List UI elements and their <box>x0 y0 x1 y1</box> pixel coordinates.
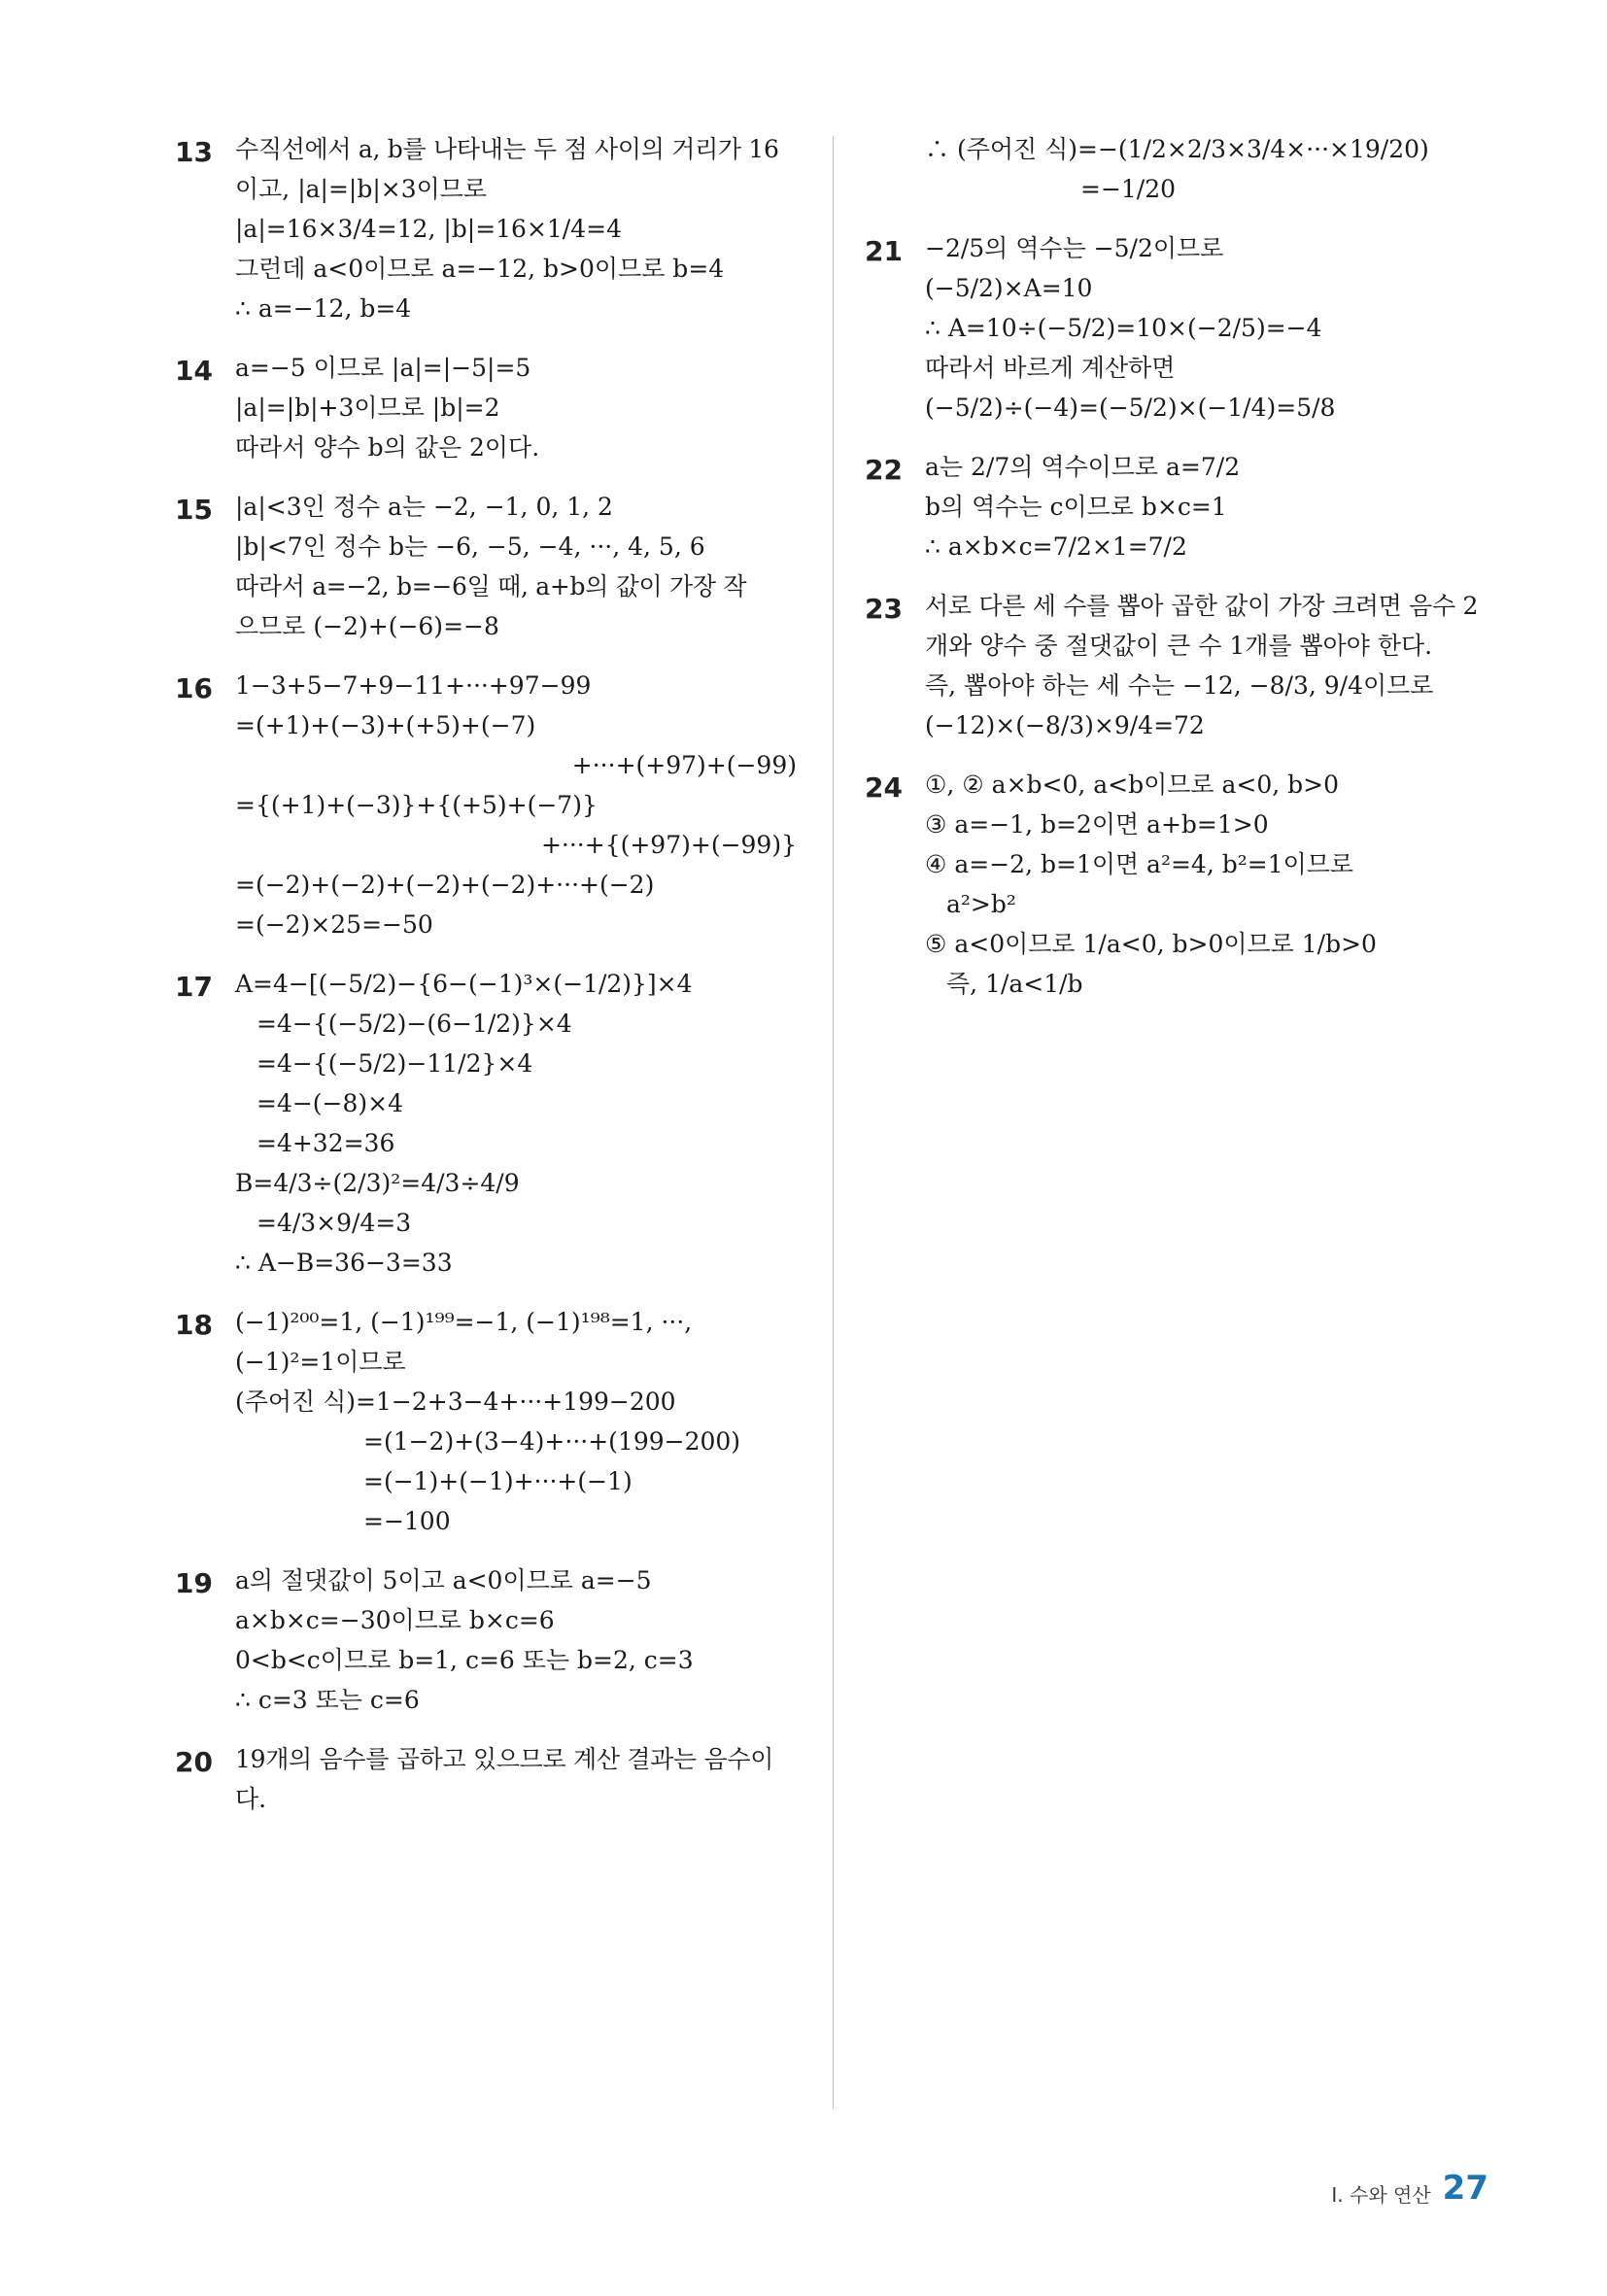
solution-line: +···+{(+97)+(−99)} <box>540 831 797 859</box>
solution-line: =4−{(−5/2)−(6−1/2)}×4 <box>256 1010 572 1038</box>
solution-line: ①, ② a×b<0, a<b이므로 a<0, b>0 <box>925 771 1340 799</box>
solution-line: ∴ A=10÷(−5/2)=10×(−2/5)=−4 <box>925 314 1322 342</box>
solution-line: 서로 다른 세 수를 뽑아 곱한 값이 가장 크려면 음수 2 <box>925 592 1479 620</box>
problem-number: 14 <box>175 355 213 387</box>
problem-number: 16 <box>175 672 213 704</box>
solution-line: ∴ c=3 또는 c=6 <box>235 1686 420 1714</box>
problem-number: 21 <box>865 235 903 267</box>
solution-line: 으므로 (−2)+(−6)=−8 <box>235 612 499 640</box>
solution-line: 이고, |a|=|b|×3이므로 <box>235 175 488 203</box>
problem-number: 24 <box>865 771 903 804</box>
solution-line: (−5/2)×A=10 <box>925 274 1093 302</box>
solution-line: 0<b<c이므로 b=1, c=6 또는 b=2, c=3 <box>235 1646 694 1674</box>
solution-line: ∴ (주어진 식)=−(1/2×2/3×3/4×···×19/20) <box>925 135 1429 163</box>
solution-line: 따라서 양수 b의 값은 2이다. <box>235 433 540 462</box>
solution-line: =(−2)+(−2)+(−2)+(−2)+···+(−2) <box>235 871 655 899</box>
problem-cont <box>865 132 1487 206</box>
problem-number: 22 <box>865 454 903 486</box>
solution-line: 다. <box>235 1785 267 1813</box>
problem-number: 20 <box>175 1746 213 1778</box>
solution-line: |a|<3인 정수 a는 −2, −1, 0, 1, 2 <box>235 493 613 521</box>
solution-line: (주어진 식)=1−2+3−4+···+199−200 <box>235 1388 676 1416</box>
solution-line: a=−5 이므로 |a|=|−5|=5 <box>235 354 531 382</box>
solution-line: 따라서 a=−2, b=−6일 때, a+b의 값이 가장 작 <box>235 572 747 600</box>
solution-line: =−100 <box>363 1507 451 1535</box>
solution-line: =(−2)×25=−50 <box>235 910 433 939</box>
solution-line: 따라서 바르게 계산하면 <box>925 354 1176 382</box>
solution-line: +···+(+97)+(−99) <box>571 751 797 779</box>
problem-number: 23 <box>865 593 903 625</box>
solution-line: |a|=|b|+3이므로 |b|=2 <box>235 394 500 422</box>
left-column <box>175 126 797 1841</box>
solution-line: 즉, 1/a<1/b <box>946 970 1083 998</box>
solution-line: =(1−2)+(3−4)+···+(199−200) <box>363 1427 741 1456</box>
solution-line: −2/5의 역수는 −5/2이므로 <box>925 234 1224 262</box>
solution-line: ∴ a×b×c=7/2×1=7/2 <box>925 532 1187 561</box>
solution-line: =(−1)+(−1)+···+(−1) <box>363 1467 633 1495</box>
solution-line: ⑤ a<0이므로 1/a<0, b>0이므로 1/b>0 <box>925 930 1377 958</box>
solution-line: =(+1)+(−3)+(+5)+(−7) <box>235 711 536 739</box>
problem-18 <box>175 1305 797 1538</box>
solution-line: |a|=16×3/4=12, |b|=16×1/4=4 <box>235 215 622 243</box>
solution-line: a×b×c=−30이므로 b×c=6 <box>235 1606 555 1634</box>
problem-15 <box>175 490 797 643</box>
page-footer <box>1331 2169 1488 2208</box>
solution-line: 1−3+5−7+9−11+···+97−99 <box>235 671 592 700</box>
solution-line: (−5/2)÷(−4)=(−5/2)×(−1/4)=5/8 <box>925 394 1336 422</box>
problem-number: 19 <box>175 1567 213 1599</box>
problem-number: 15 <box>175 494 213 526</box>
problem-number: 13 <box>175 136 213 168</box>
solution-line: 19개의 음수를 곱하고 있으므로 계산 결과는 음수이 <box>235 1745 774 1773</box>
solution-line: =4−{(−5/2)−11/2}×4 <box>256 1049 533 1078</box>
problem-19 <box>175 1563 797 1717</box>
problem-number: 18 <box>175 1309 213 1341</box>
solution-line: (−1)²=1이므로 <box>235 1348 406 1376</box>
solution-line: =4−(−8)×4 <box>256 1089 404 1117</box>
solution-line: (−1)²⁰⁰=1, (−1)¹⁹⁹=−1, (−1)¹⁹⁸=1, ···, <box>235 1308 693 1336</box>
section-label: Ⅰ. 수와 연산 <box>1331 2183 1431 2207</box>
solution-line: =−1/20 <box>1080 175 1177 203</box>
solution-line: a는 2/7의 역수이므로 a=7/2 <box>925 453 1241 481</box>
solution-line: B=4/3÷(2/3)²=4/3÷4/9 <box>235 1169 520 1197</box>
solution-line: a의 절댓값이 5이고 a<0이므로 a=−5 <box>235 1566 652 1594</box>
problem-16 <box>175 668 797 942</box>
problem-24 <box>865 768 1487 1001</box>
column-divider <box>833 136 834 2108</box>
problem-23 <box>865 589 1487 742</box>
solution-line: ∴ A−B=36−3=33 <box>235 1249 453 1277</box>
solution-line: (−12)×(−8/3)×9/4=72 <box>925 711 1205 739</box>
solution-line: 수직선에서 a, b를 나타내는 두 점 사이의 거리가 16 <box>235 135 779 163</box>
solution-line: a²>b² <box>946 890 1016 918</box>
right-column <box>865 126 1487 1026</box>
solution-line: A=4−[(−5/2)−{6−(−1)³×(−1/2)}]×4 <box>235 970 693 998</box>
solution-line: |b|<7인 정수 b는 −6, −5, −4, ···, 4, 5, 6 <box>235 532 705 561</box>
solution-line: =4+32=36 <box>256 1129 395 1157</box>
problem-22 <box>865 450 1487 564</box>
solution-line: ③ a=−1, b=2이면 a+b=1>0 <box>925 810 1269 839</box>
page-number: 27 <box>1442 2169 1488 2208</box>
problem-21 <box>865 231 1487 425</box>
solution-line: b의 역수는 c이므로 b×c=1 <box>925 493 1227 521</box>
solution-line: 그런데 a<0이므로 a=−12, b>0이므로 b=4 <box>235 255 725 283</box>
problem-17 <box>175 967 797 1280</box>
solution-line: ={(+1)+(−3)}+{(+5)+(−7)} <box>235 791 598 819</box>
solution-line: 개와 양수 중 절댓값이 큰 수 1개를 뽑아야 한다. <box>925 632 1433 660</box>
solution-line: 즉, 뽑아야 하는 세 수는 −12, −8/3, 9/4이므로 <box>925 671 1434 700</box>
problem-number: 17 <box>175 971 213 1003</box>
problem-13 <box>175 132 797 326</box>
solution-line: ∴ a=−12, b=4 <box>235 294 412 323</box>
solution-line: =4/3×9/4=3 <box>256 1209 412 1237</box>
problem-20 <box>175 1742 797 1816</box>
solution-line: ④ a=−2, b=1이면 a²=4, b²=1이므로 <box>925 850 1354 878</box>
problem-14 <box>175 351 797 464</box>
